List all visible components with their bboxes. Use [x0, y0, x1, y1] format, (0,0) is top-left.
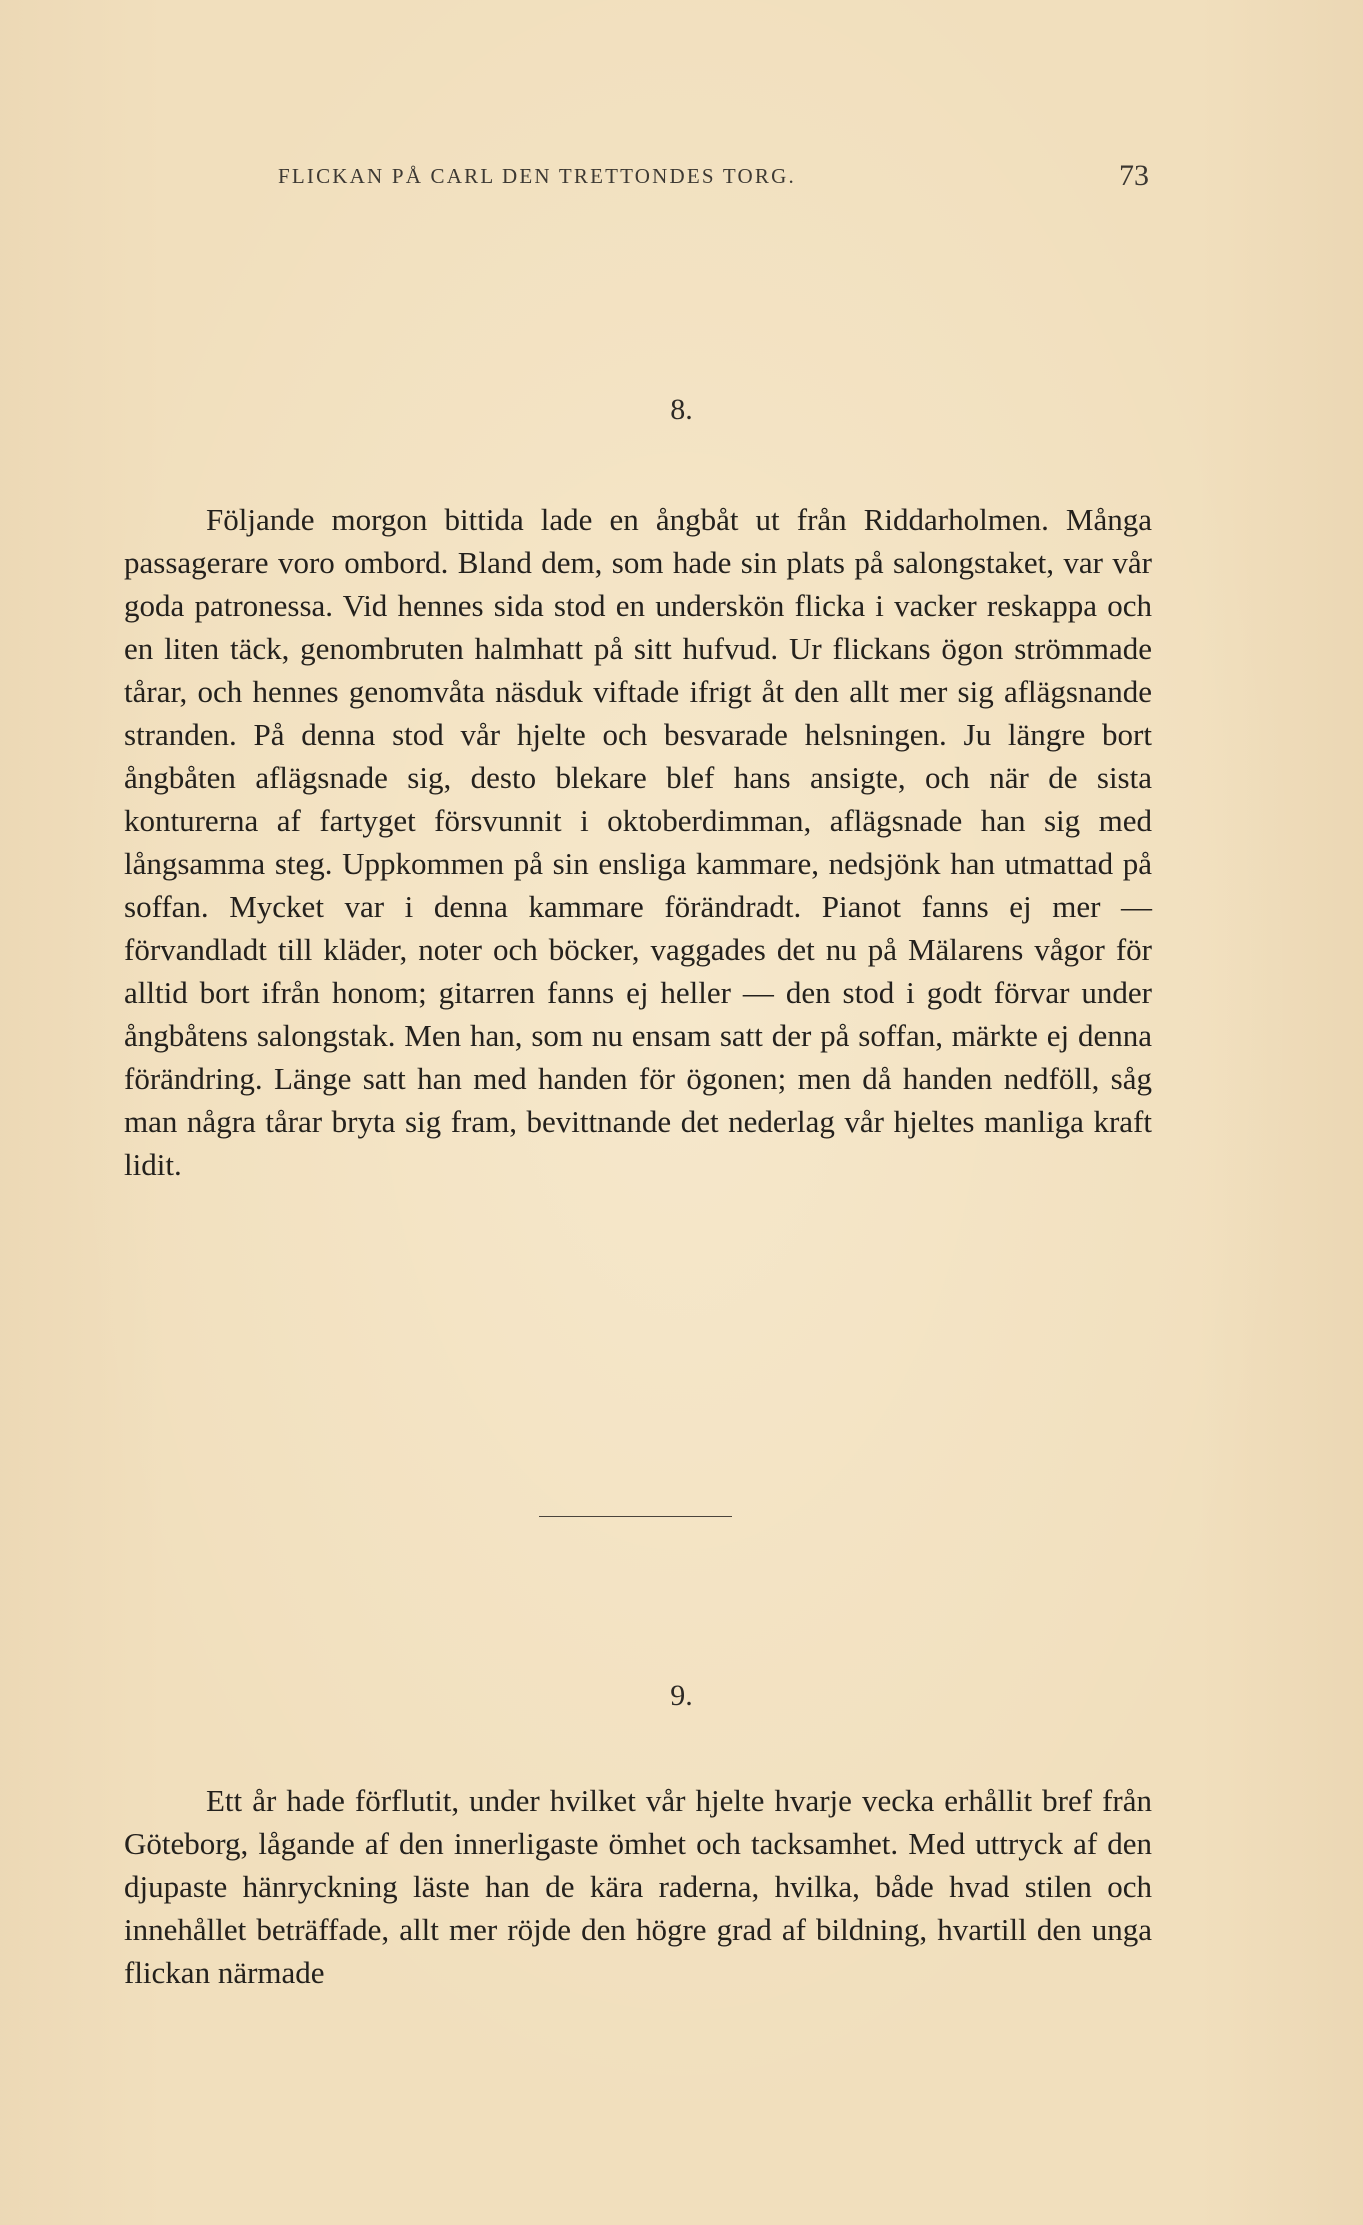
- chapter-9-paragraph: Ett år hade förflutit, under hvilket vår hjelte hvarje vecka erhållit bref från Göteborg, lågande af den innerligaste ömhet och tacksamhet. Med uttryck af den djupaste hänryckning läste han de kära raderna, hvilka, både hvad stilen och innehållet beträffade, allt mer röjde den högre grad af bildning, hvartill den unga flickan närmade: [124, 1783, 1152, 1990]
- chapter-8-paragraph: Följande morgon bittida lade en ångbåt ut från Riddarholmen. Många passagerare voro ombord. Bland dem, som hade sin plats på salongstaket, var vår goda patronessa. Vid hennes sida stod en underskön flicka i vacker reskappa och en liten täck, genombruten halmhatt på sitt hufvud. Ur flickans ögon strömmade tårar, och hennes genomvåta näsduk viftade ifrigt åt den allt mer sig aflägsnande stranden. På denna stod vår hjelte och besvarade helsningen. Ju längre bort ångbåten aflägsnade sig, desto blekare blef hans ansigte, och när de sista konturerna af fartyget försvunnit i oktoberdimman, aflägsnade han sig med långsamma steg. Uppkommen på sin ensliga kammare, nedsjönk han utmattad på soffan. Mycket var i denna kammare förändradt. Pianot fanns ej mer — förvandladt till kläder, noter och böcker, vaggades det nu på Mälarens vågor för alltid bort ifrån honom; gitarren fanns ej heller — den stod i godt förvar under ångbåtens salongstak. Men han, som nu ensam satt der på soffan, märkte ej denna förändring. Länge satt han med handen för ögonen; men då handen nedföll, såg man några tårar bryta sig fram, bevittnande det nederlag vår hjeltes manliga kraft lidit.: [124, 502, 1152, 1182]
- chapter-number-9: 9.: [670, 1679, 693, 1712]
- chapter-number-8: 8.: [670, 393, 693, 426]
- section-divider: [539, 1516, 732, 1517]
- running-head: FLICKAN PÅ CARL DEN TRETTONDES TORG.: [278, 164, 796, 188]
- page-number: 73: [1119, 159, 1149, 192]
